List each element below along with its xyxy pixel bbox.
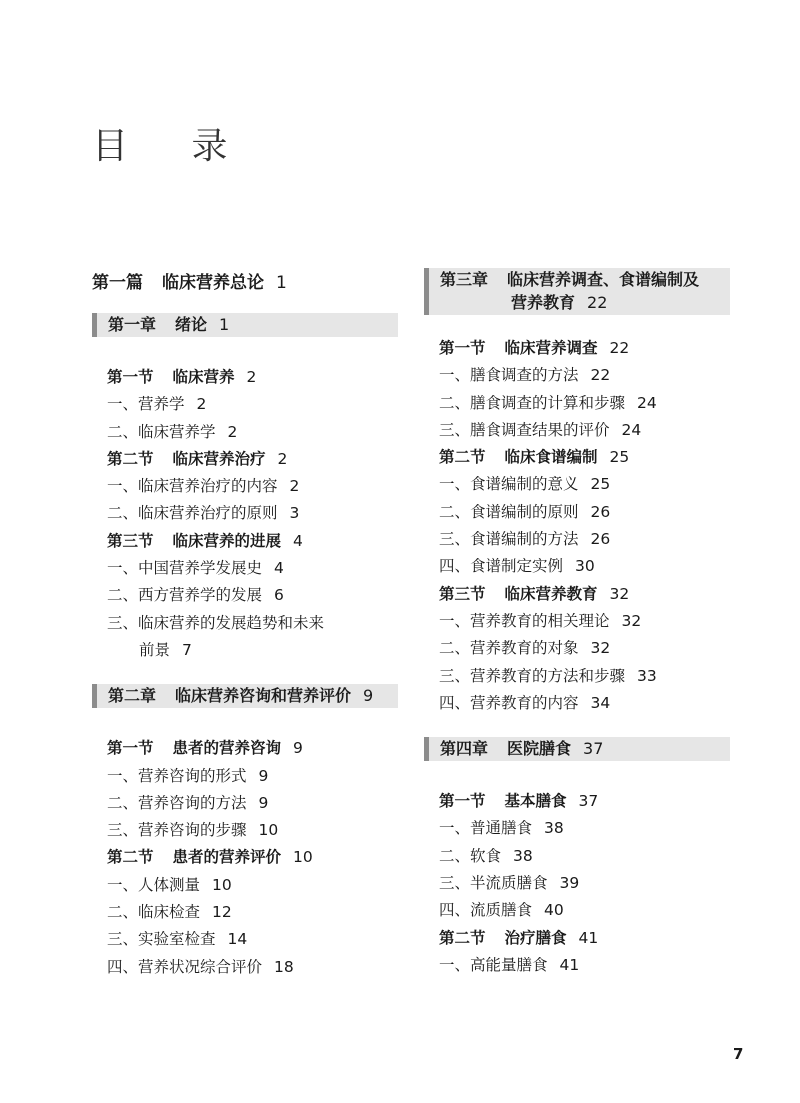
toc-item[interactable]: 三、营养教育的方法和步骤 33: [439, 666, 657, 685]
toc-item[interactable]: 三、半流质膳食 39: [439, 874, 580, 893]
toc-item[interactable]: 一、营养教育的相关理论 32: [439, 611, 642, 630]
toc-section[interactable]: 第一节 患者的营养咨询 9: [107, 739, 303, 758]
page-title: 目 录: [92, 126, 254, 167]
toc-item[interactable]: 二、西方营养学的发展 6: [107, 586, 284, 605]
toc-item[interactable]: 二、营养教育的对象 32: [439, 639, 611, 658]
toc-item[interactable]: 三、临床营养的发展趋势和未来: [107, 613, 325, 632]
toc-chapter-2[interactable]: 第二章 临床营养咨询和营养评价 9: [92, 684, 398, 708]
toc-section[interactable]: 第一节 基本膳食 37: [439, 792, 599, 811]
toc-item[interactable]: 三、营养咨询的步骤 10: [107, 821, 279, 840]
toc-section[interactable]: 第二节 临床食谱编制 25: [439, 448, 630, 467]
toc-item[interactable]: 三、膳食调查结果的评价 24: [439, 420, 642, 439]
toc-item[interactable]: 一、食谱编制的意义 25: [439, 475, 611, 494]
toc-left-column: [92, 268, 398, 981]
toc-item[interactable]: 四、营养教育的内容 34: [439, 693, 611, 712]
toc-item[interactable]: 二、食谱编制的原则 26: [439, 502, 611, 521]
toc-item[interactable]: 二、临床营养学 2: [107, 422, 238, 441]
toc-item[interactable]: 二、临床营养治疗的原则 3: [107, 504, 300, 523]
toc-section[interactable]: 第三节 临床营养教育 32: [439, 584, 630, 603]
toc-item[interactable]: 三、食谱编制的方法 26: [439, 530, 611, 549]
toc-item[interactable]: 四、食谱制定实例 30: [439, 557, 595, 576]
toc-chapter-1[interactable]: 第一章 绪论 1: [92, 313, 398, 337]
toc-item[interactable]: 一、临床营养治疗的内容 2: [107, 477, 300, 496]
toc-section[interactable]: 第一节 临床营养 2: [107, 368, 257, 386]
toc-item[interactable]: 四、营养状况综合评价 18: [107, 957, 294, 976]
toc-section[interactable]: 第三节 临床营养的进展 4: [107, 531, 303, 550]
toc-item[interactable]: 二、临床检查 12: [107, 903, 232, 922]
toc-part-1[interactable]: 第一篇 临床营养总论 1: [92, 273, 287, 293]
toc-item[interactable]: 一、普通膳食 38: [439, 819, 564, 838]
toc-item[interactable]: 二、营养咨询的方法 9: [107, 793, 269, 812]
toc-section[interactable]: 第二节 临床营养治疗 2: [107, 449, 288, 468]
toc-item[interactable]: 一、营养学 2: [107, 395, 207, 414]
toc-section[interactable]: 第二节 患者的营养评价 10: [107, 848, 313, 867]
toc-chapter-3[interactable]: 第三章 临床营养调查、食谱编制及 营养教育 22: [424, 268, 730, 315]
toc-item[interactable]: 一、人体测量 10: [107, 875, 232, 894]
toc-item[interactable]: 一、膳食调查的方法 22: [439, 366, 611, 385]
toc-item[interactable]: 三、实验室检查 14: [107, 930, 248, 949]
toc-section[interactable]: 第二节 治疗膳食 41: [439, 928, 599, 947]
toc-item[interactable]: 二、软食 38: [439, 846, 533, 865]
toc-section[interactable]: 第一节 临床营养调查 22: [439, 339, 630, 357]
toc-item[interactable]: 四、流质膳食 40: [439, 901, 564, 920]
page-number: 7: [733, 1045, 744, 1063]
toc-item[interactable]: 一、高能量膳食 41: [439, 955, 580, 974]
toc-item[interactable]: 一、营养咨询的形式 9: [107, 766, 269, 785]
toc-item-continuation[interactable]: 前景 7: [139, 640, 192, 659]
toc-item[interactable]: 一、中国营养学发展史 4: [107, 559, 284, 578]
toc-chapter-4[interactable]: 第四章 医院膳食 37: [424, 737, 730, 761]
toc-item[interactable]: 二、膳食调查的计算和步骤 24: [439, 393, 657, 412]
toc-right-column: [424, 268, 730, 979]
